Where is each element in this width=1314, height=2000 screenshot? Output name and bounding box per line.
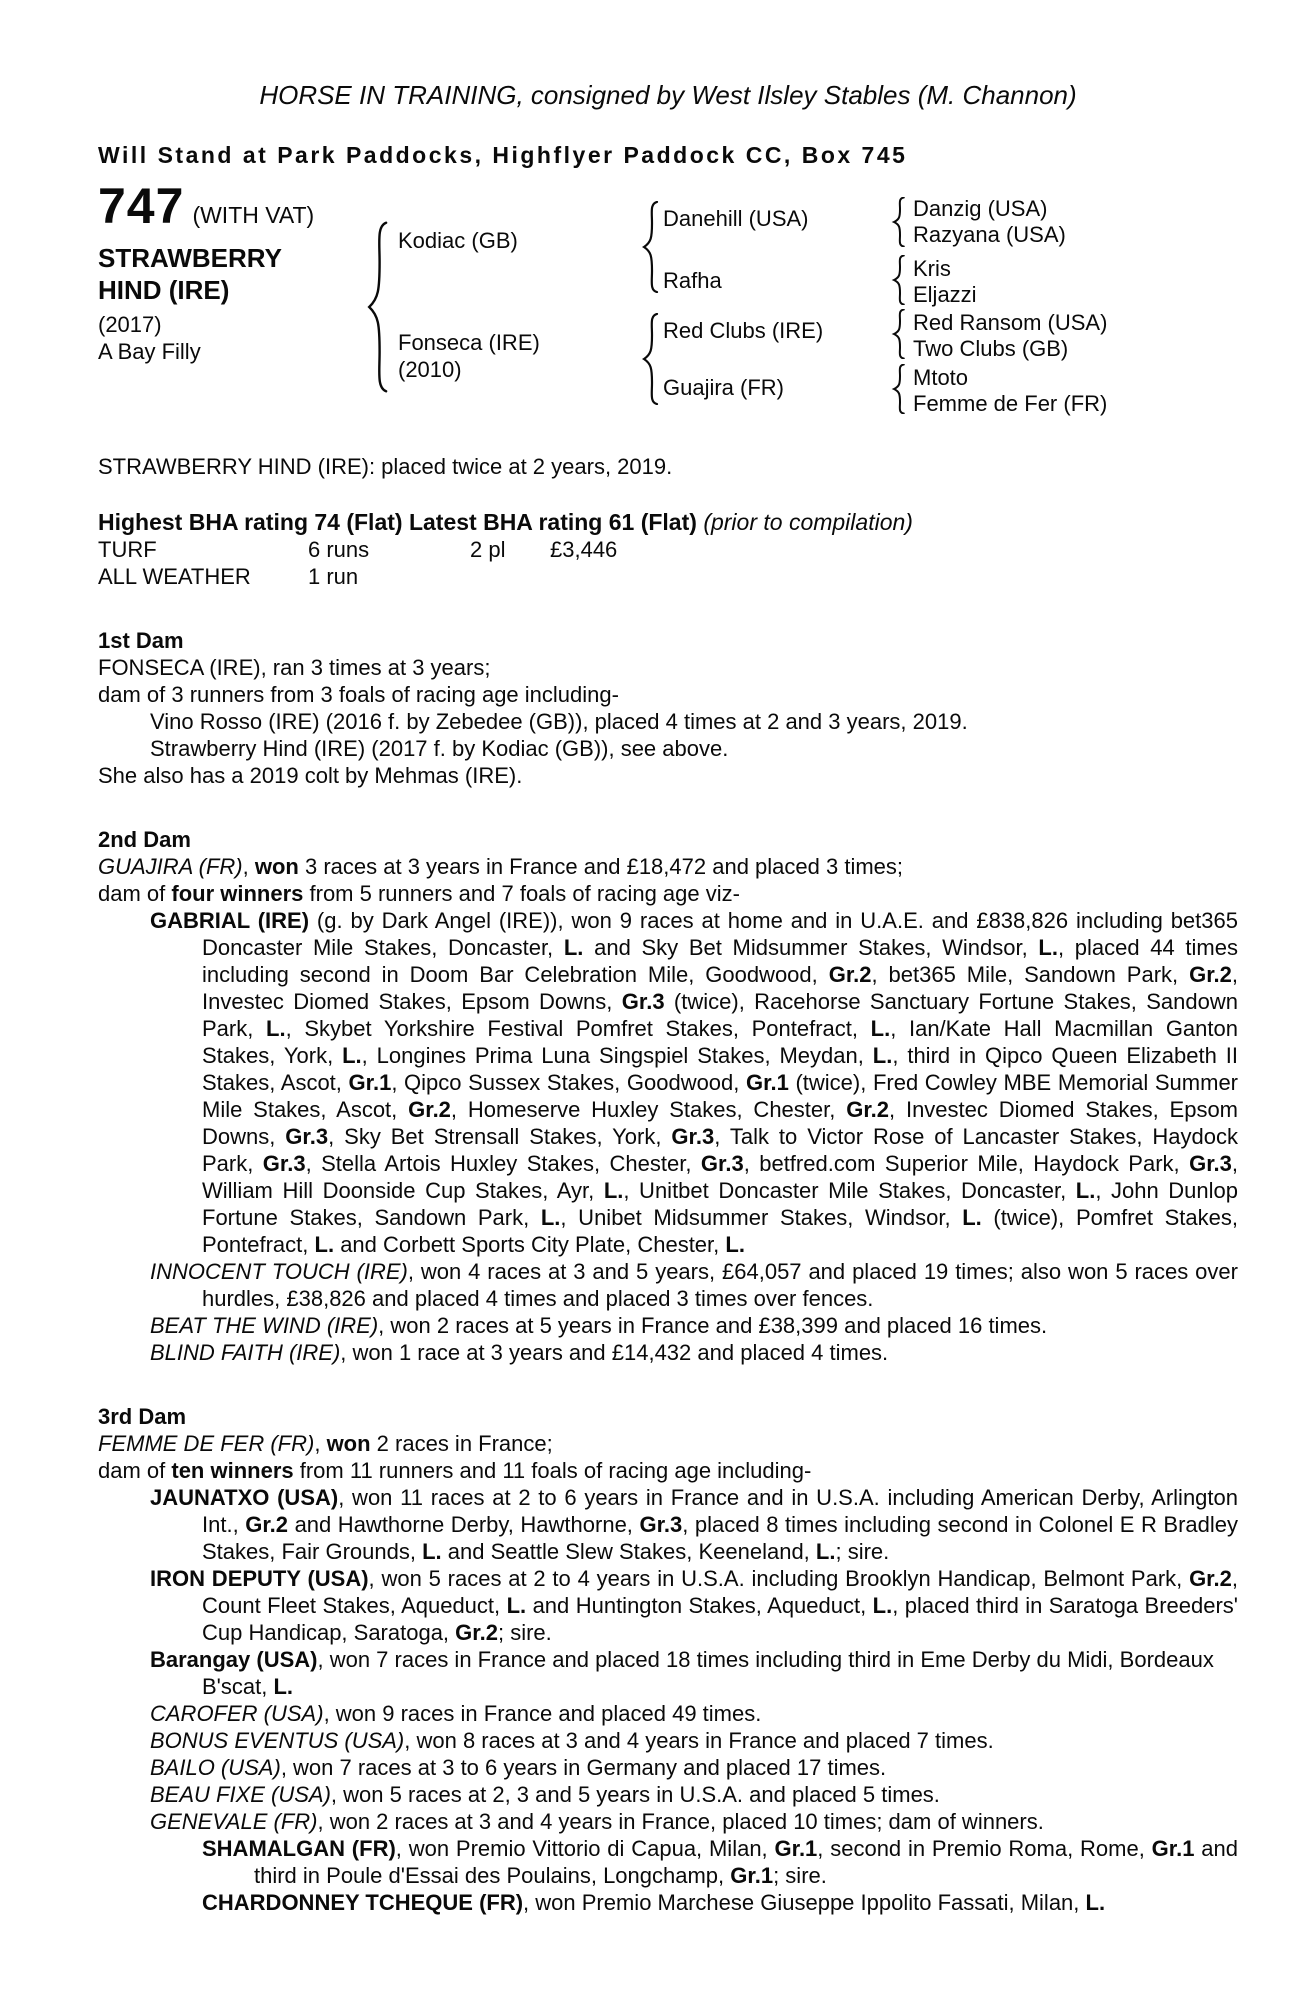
horse-foaling-year: (2017) [98, 312, 162, 337]
brace-icon [640, 313, 660, 405]
text-run: , won 7 races at 3 to 6 years in Germany and placed 17 times. [280, 1755, 887, 1780]
text-run: , placed third in Saratoga Breeders' Cup Handicap, Saratoga, [202, 1593, 1238, 1645]
rating-note: (prior to compilation) [703, 509, 913, 535]
pedigree-text-paragraph [98, 1312, 1238, 1339]
text-run: , [314, 1431, 327, 1456]
text-run: L. [870, 1016, 891, 1041]
pedigree-text-paragraph [98, 1781, 1238, 1808]
pedigree-dam-year: (2010) [398, 357, 462, 382]
text-run: Gr.1 [348, 1070, 392, 1095]
surface-label: ALL WEATHER [98, 564, 251, 589]
text-run: and Sky Bet Midsummer Stakes, Windsor, [583, 935, 1039, 960]
text-run: L. [962, 1205, 982, 1230]
lot-vat-note: (WITH VAT) [192, 202, 315, 228]
text-run: won [326, 1431, 371, 1456]
text-run: , won 5 races at 2 to 4 years in U.S.A. including Brooklyn Handicap, Belmont Park, [368, 1566, 1190, 1591]
text-run: L. [563, 935, 584, 960]
pedigree-text-paragraph [98, 1457, 1238, 1484]
text-run: GABRIAL (IRE) [150, 908, 310, 933]
text-run: and third in Poule d'Essai des Poulains, Longchamp, [254, 1836, 1238, 1888]
text-run: from 11 runners and 11 foals of racing age including- [293, 1458, 812, 1483]
pedigree-table [98, 178, 1238, 427]
text-run: , won 11 races at 2 to 6 years in France and in U.S.A. including American Derby, Arlington Int., [202, 1485, 1238, 1537]
text-run: , won 7 races in France and placed 18 times including third in Eme Derby du Midi, Bordeaux B'scat, [202, 1647, 1214, 1699]
text-run: BEAU FIXE (USA) [150, 1782, 331, 1807]
pedigree-text-paragraph [98, 1646, 1238, 1700]
pedigree-text-paragraph [98, 853, 1238, 880]
lot-number-line [98, 178, 315, 234]
pedigree-text-paragraph [98, 1258, 1238, 1312]
text-run: She also has a 2019 colt by Mehmas (IRE). [98, 763, 523, 788]
text-run: L. [725, 1232, 745, 1257]
places-value: 2 pl [470, 537, 506, 562]
text-run: ; sire. [835, 1539, 890, 1564]
text-run: FEMME DE FER (FR) [98, 1431, 315, 1456]
pedigree-text-paragraph [98, 654, 1238, 681]
text-run: , Count Fleet Stakes, Aqueduct, [202, 1566, 1238, 1618]
text-run: dam of 3 runners from 3 foals of racing age including- [98, 682, 619, 707]
text-run: CHARDONNEY TCHEQUE (FR) [202, 1890, 524, 1915]
text-run: L. [342, 1043, 362, 1068]
text-run: Gr.2 [245, 1512, 289, 1537]
pedigree-dam: Fonseca (IRE) [398, 330, 540, 355]
brace-icon [364, 221, 390, 393]
text-run: , Unitbet Doncaster Mile Stakes, Doncaster, [623, 1178, 1076, 1203]
text-run: BAILO (USA) [150, 1755, 281, 1780]
text-run: , Investec Diomed Stakes, Epsom Downs, [202, 1097, 1239, 1149]
text-run: Gr.3 [285, 1124, 329, 1149]
text-run: Gr.2 [1189, 962, 1232, 987]
pedigree-text-paragraph [98, 1808, 1238, 1835]
text-run: , won 4 races at 3 and 5 years, £64,057 and placed 19 times; also won 5 races over hurdles, £38,826 and placed 4 times and placed 3 times over fences. [202, 1259, 1238, 1311]
text-run: Gr.2 [846, 1097, 890, 1122]
text-run: GUAJIRA (FR) [98, 854, 243, 879]
text-run: Gr.1 [730, 1863, 774, 1888]
text-run: L. [1038, 935, 1058, 960]
text-run: Gr.3 [700, 1151, 744, 1176]
text-run: Gr.3 [1189, 1151, 1232, 1176]
text-run: , Qipco Sussex Stakes, Goodwood, [391, 1070, 747, 1095]
text-run: L. [266, 1016, 286, 1041]
places-value [470, 563, 550, 590]
pedigree-text-paragraph [98, 1754, 1238, 1781]
text-run: , Skybet Yorkshire Festival Pomfret Stakes, Pontefract, [285, 1016, 871, 1041]
pedigree-grandsire: Red Clubs (IRE) [663, 318, 824, 343]
text-run: Gr.1 [746, 1070, 789, 1095]
pedigree-ancestor: Red Ransom (USA) [913, 310, 1108, 335]
text-run: , Ian/Kate Hall Macmillan Ganton Stakes, York, [202, 1016, 1238, 1068]
text-run: and Corbett Sports City Plate, Chester, [334, 1232, 726, 1257]
dam-section-heading: 3rd Dam [98, 1404, 187, 1429]
runs-value: 6 runs [308, 537, 370, 562]
surface-label: TURF [98, 537, 157, 562]
pedigree-text-paragraph [98, 1430, 1238, 1457]
brace-icon [640, 201, 660, 293]
text-run: Strawberry Hind (IRE) (2017 f. by Kodiac (GB)), see above. [150, 736, 729, 761]
record-row-turf [98, 536, 1238, 563]
text-run: L. [603, 1178, 624, 1203]
dam-section [98, 1403, 1238, 1916]
text-run: Gr.3 [262, 1151, 306, 1176]
text-run: , Homeserve Huxley Stakes, Chester, [450, 1097, 847, 1122]
pedigree-granddam: Rafha [663, 268, 722, 293]
text-run: , John Dunlop Fortune Stakes, Sandown Park, [202, 1178, 1238, 1230]
stand-location-line: Will Stand at Park Paddocks, Highflyer Paddock CC, Box 745 [98, 142, 908, 168]
text-run: , placed 8 times including second in Colonel E R Bradley Stakes, Fair Grounds, [202, 1512, 1239, 1564]
pedigree-ancestor: Danzig (USA) [913, 196, 1048, 221]
text-run: Gr.3 [621, 989, 665, 1014]
text-run: L. [422, 1539, 442, 1564]
pedigree-ancestor: Femme de Fer (FR) [913, 391, 1108, 416]
text-run: , won 9 races in France and placed 49 times. [323, 1701, 762, 1726]
pedigree-text-paragraph [98, 1700, 1238, 1727]
text-run: Gr.3 [671, 1124, 715, 1149]
dam-sections [98, 627, 1238, 1916]
text-run: IRON DEPUTY (USA) [150, 1566, 369, 1591]
text-run: and Huntington Stakes, Aqueduct, [526, 1593, 873, 1618]
dam-section [98, 627, 1238, 789]
pedigree-sire: Kodiac (GB) [398, 228, 518, 253]
text-run: Gr.2 [455, 1620, 498, 1645]
horse-description: A Bay Filly [98, 339, 201, 364]
text-run: , Longines Prima Luna Singspiel Stakes, Meydan, [361, 1043, 873, 1068]
pedigree-text-paragraph [98, 1835, 1238, 1889]
text-run: , won 2 races at 5 years in France and £38,399 and placed 16 times. [378, 1313, 1048, 1338]
text-run: Gr.2 [828, 962, 872, 987]
pedigree-text-paragraph [98, 1565, 1238, 1646]
text-run: , second in Premio Roma, Rome, [817, 1836, 1152, 1861]
text-run: Vino Rosso (IRE) (2016 f. by Zebedee (GB)), placed 4 times at 2 and 3 years, 2019. [150, 709, 968, 734]
text-run: (twice), Fred Cowley MBE Memorial Summer Mile Stakes, Ascot, [202, 1070, 1239, 1122]
text-run: INNOCENT TOUCH (IRE) [150, 1259, 408, 1284]
race-record-summary: STRAWBERRY HIND (IRE): placed twice at 2 years, 2019. [98, 454, 673, 479]
pedigree-text-paragraph [98, 762, 1238, 789]
text-run: , [242, 854, 255, 879]
horse-name-line1: STRAWBERRY [98, 243, 282, 273]
text-run: Gr.3 [639, 1512, 683, 1537]
text-run: , bet365 Mile, Sandown Park, [871, 962, 1190, 987]
page-title: HORSE IN TRAINING, consigned by West Ilsley Stables (M. Channon) [259, 80, 1077, 110]
text-run: Barangay (USA) [150, 1647, 318, 1672]
text-run: BLIND FAITH (IRE) [150, 1340, 341, 1365]
pedigree-text-paragraph [98, 708, 1238, 735]
text-run: (twice), Racehorse Sanctuary Fortune Stakes, Sandown Park, [202, 989, 1238, 1041]
text-run: L. [872, 1043, 893, 1068]
pedigree-text-paragraph [98, 880, 1238, 907]
text-run: dam of [98, 1458, 172, 1483]
text-run: L. [314, 1232, 335, 1257]
text-run: 2 races in France; [370, 1431, 553, 1456]
pedigree-text-paragraph [98, 735, 1238, 762]
text-run: ten winners [171, 1458, 294, 1483]
text-run: , William Hill Doonside Cup Stakes, Ayr, [202, 1151, 1239, 1203]
pedigree-granddam: Guajira (FR) [663, 375, 785, 400]
text-run: , won 2 races at 3 and 4 years in France, placed 10 times; dam of winners. [317, 1809, 1044, 1834]
text-run: , won 8 races at 3 and 4 years in France and placed 7 times. [404, 1728, 994, 1753]
text-run: L. [1075, 1178, 1096, 1203]
pedigree-text-paragraph [98, 907, 1238, 1258]
lot-number: 747 [98, 178, 185, 234]
record-row-all-weather [98, 563, 1238, 590]
pedigree-ancestor: Eljazzi [913, 282, 977, 307]
pedigree-text-paragraph [98, 1727, 1238, 1754]
text-run: 3 races at 3 years in France and £18,472 and placed 3 times; [298, 854, 903, 879]
pedigree-grandsire: Danehill (USA) [663, 206, 809, 231]
text-run: L. [506, 1593, 527, 1618]
text-run: , Unibet Midsummer Stakes, Windsor, [560, 1205, 963, 1230]
text-run: , Talk to Victor Rose of Lancaster Stakes, Haydock Park, [202, 1124, 1238, 1176]
runs-value: 1 run [308, 564, 359, 589]
text-run: , won Premio Marchese Giuseppe Ippolito Fassati, Milan, [523, 1890, 1086, 1915]
horse-name-line2: HIND (IRE) [98, 275, 230, 305]
text-run: dam of [98, 881, 172, 906]
text-run: Gr.1 [1151, 1836, 1195, 1861]
brace-icon [891, 255, 906, 305]
text-run: FONSECA (IRE), ran 3 times at 3 years; [98, 655, 491, 680]
text-run: , Stella Artois Huxley Stakes, Chester, [305, 1151, 701, 1176]
pedigree-ancestor: Kris [913, 256, 951, 281]
text-run: , Sky Bet Strensall Stakes, York, [328, 1124, 672, 1149]
text-run: from 5 runners and 7 foals of racing age viz- [303, 881, 740, 906]
text-run: and Seattle Slew Stakes, Keeneland, [441, 1539, 816, 1564]
text-run: L. [273, 1674, 294, 1699]
text-run: GENEVALE (FR) [150, 1809, 318, 1834]
text-run: L. [1085, 1890, 1106, 1915]
text-run: SHAMALGAN (FR) [202, 1836, 396, 1861]
text-run: , won Premio Vittorio di Capua, Milan, [395, 1836, 775, 1861]
pedigree-text-paragraph [98, 1484, 1238, 1565]
text-run: L. [815, 1539, 836, 1564]
text-run: (g. by Dark Angel (IRE)), won 9 races at home and in U.A.E. and £838,826 including bet365 Doncaster Mile Stakes, Doncaster, [202, 908, 1238, 960]
pedigree-text-paragraph [98, 681, 1238, 708]
pedigree-ancestor: Mtoto [913, 365, 969, 390]
text-run: , third in Qipco Queen Elizabeth II Stakes, Ascot, [202, 1043, 1238, 1095]
text-run: Gr.2 [1189, 1566, 1232, 1591]
text-run: won [254, 854, 299, 879]
text-run: ; sire. [497, 1620, 552, 1645]
brace-icon [891, 309, 906, 359]
brace-icon [891, 364, 906, 414]
dam-section [98, 826, 1238, 1366]
brace-icon [891, 197, 906, 247]
pedigree-ancestor: Two Clubs (GB) [913, 336, 1069, 361]
pedigree-text-paragraph [98, 1339, 1238, 1366]
dam-section-heading: 2nd Dam [98, 827, 191, 852]
text-run: ; sire. [773, 1863, 827, 1888]
text-run: BONUS EVENTUS (USA) [150, 1728, 405, 1753]
bha-rating-values: Highest BHA rating 74 (Flat) Latest BHA rating 61 (Flat) [98, 509, 697, 535]
text-run: BEAT THE WIND (IRE) [150, 1313, 379, 1338]
text-run: and Hawthorne Derby, Hawthorne, [288, 1512, 640, 1537]
text-run: Gr.1 [774, 1836, 818, 1861]
text-run: CAROFER (USA) [150, 1701, 324, 1726]
text-run: four winners [171, 881, 304, 906]
text-run: L. [872, 1593, 893, 1618]
text-run: , betfred.com Superior Mile, Haydock Park, [743, 1151, 1190, 1176]
text-run: , Investec Diomed Stakes, Epsom Downs, [202, 962, 1239, 1014]
text-run: , won 1 race at 3 years and £14,432 and placed 4 times. [340, 1340, 889, 1365]
text-run: (twice), Pomfret Stakes, Pontefract, [202, 1205, 1238, 1257]
bha-rating-line [98, 509, 1238, 536]
dam-section-heading: 1st Dam [98, 628, 184, 653]
text-run: , placed 44 times including second in Doom Bar Celebration Mile, Goodwood, [202, 935, 1238, 987]
earnings-value: £3,446 [550, 537, 618, 562]
text-run: L. [540, 1205, 561, 1230]
text-run: , won 5 races at 2, 3 and 5 years in U.S.A. and placed 5 times. [330, 1782, 940, 1807]
pedigree-text-paragraph [98, 1889, 1238, 1916]
text-run: JAUNATXO (USA) [150, 1485, 339, 1510]
text-run: Gr.2 [408, 1097, 451, 1122]
pedigree-ancestor: Razyana (USA) [913, 222, 1066, 247]
